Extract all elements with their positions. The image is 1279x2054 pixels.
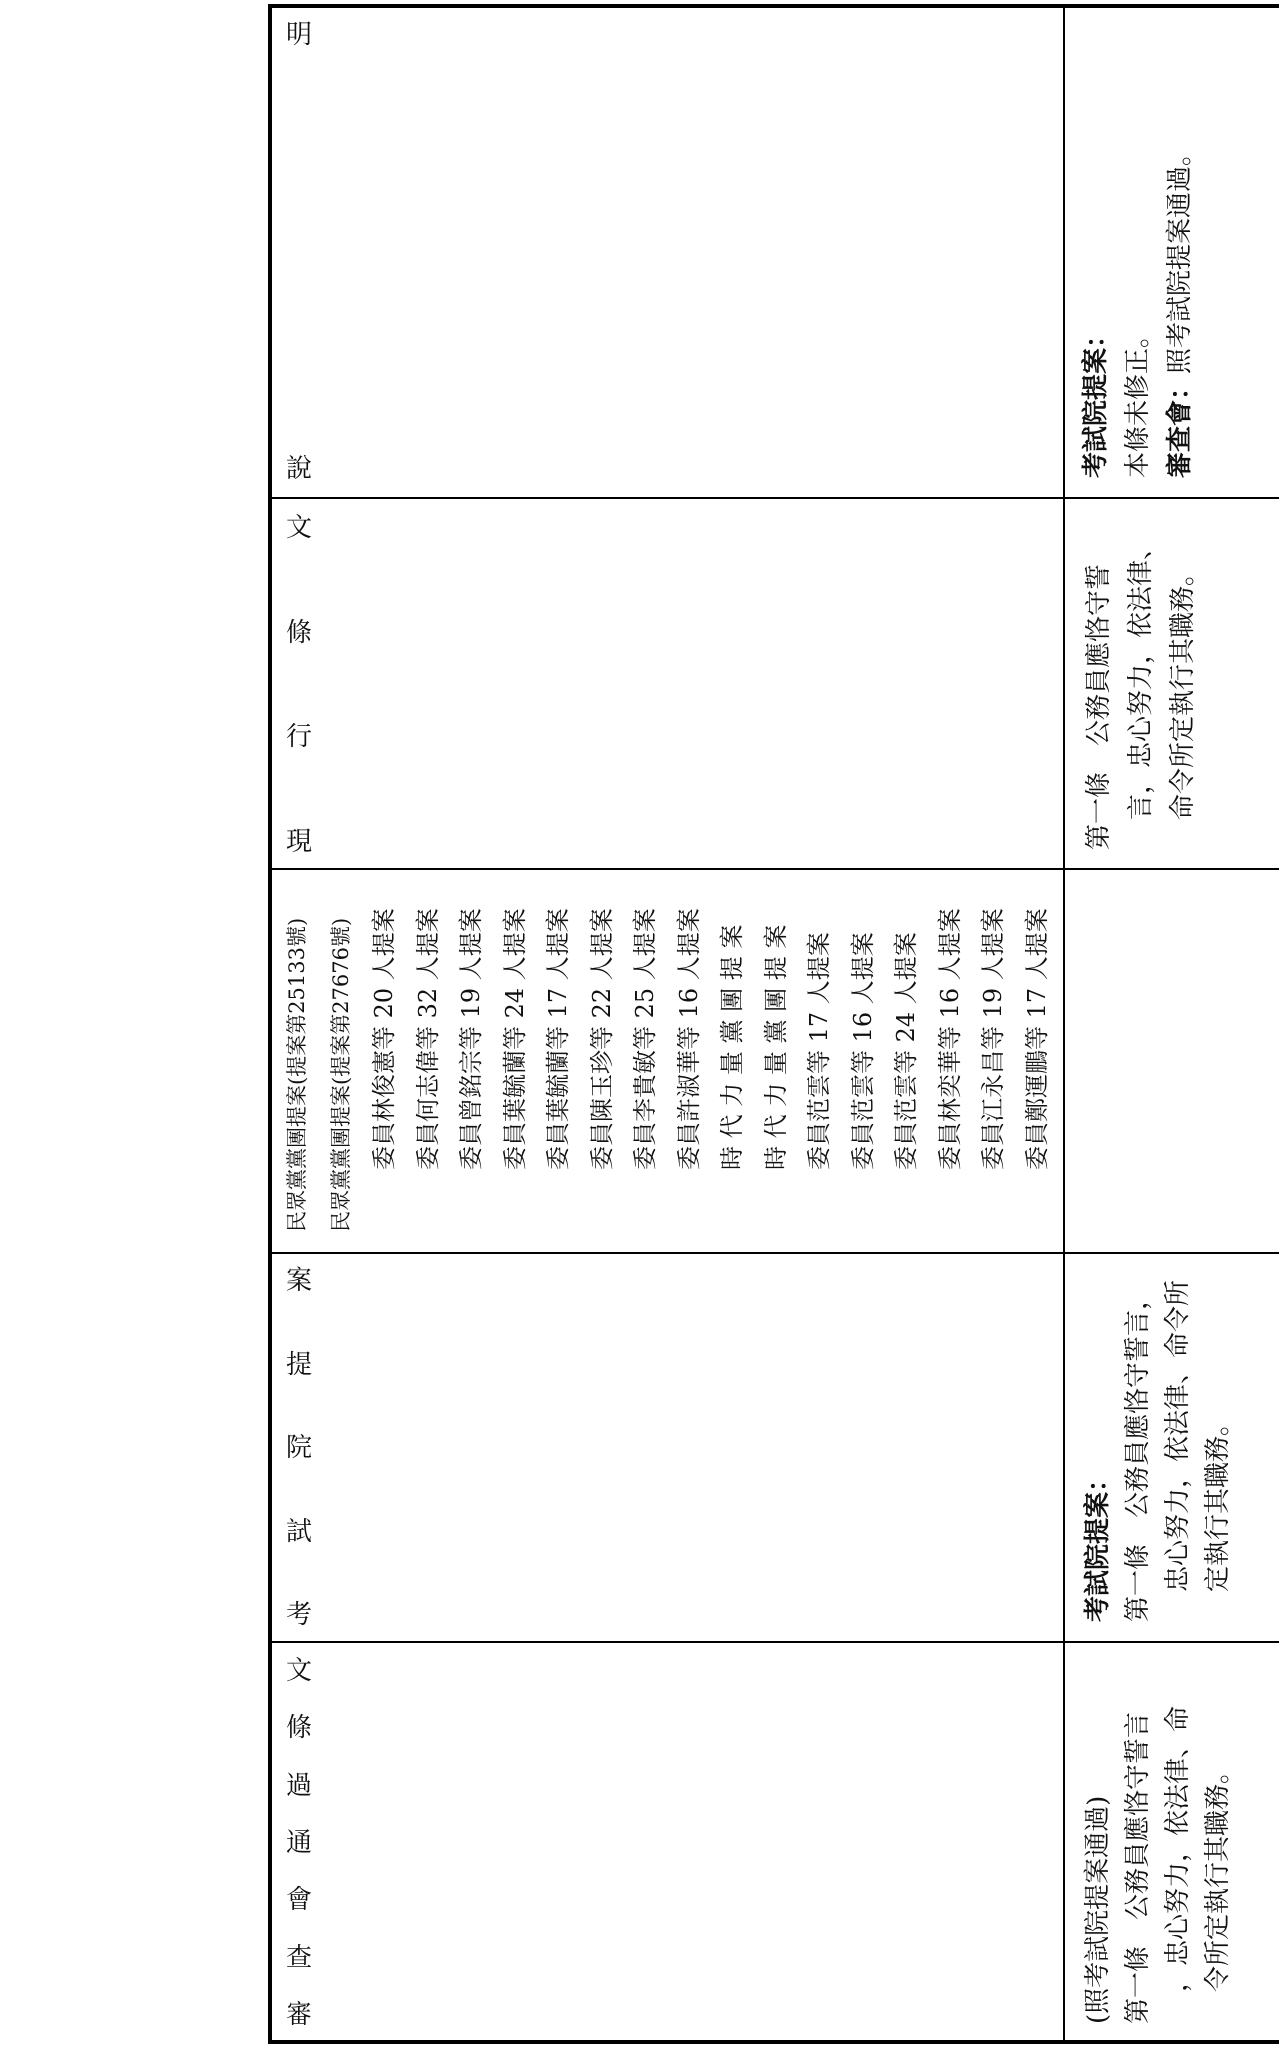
header-char: 查 — [286, 1942, 313, 1973]
proposer-row: 委員許淑華等 16 人提案 — [674, 908, 703, 1170]
proposer-row: 委員范雲等 17 人提案 — [805, 932, 833, 1170]
proposer-row: 委員范雲等 24 人提案 — [892, 932, 920, 1170]
proposer-row: 委員林奕華等 16 人提案 — [935, 908, 964, 1170]
explanation-title: 考試院提案： — [1081, 321, 1111, 478]
exam-title: 考試院提案： — [1083, 1465, 1113, 1622]
current-line: 第一條 公務員應恪守誓 — [1084, 563, 1114, 850]
passed-line: ，忠心努力，依法律、命 — [1163, 1705, 1193, 1992]
passed-line: (照考試院提案通過) — [1083, 1795, 1113, 2024]
header-char: 審 — [286, 1999, 313, 2030]
header-passed — [286, 1658, 316, 2028]
proposer-row: 委員范雲等 16 人提案 — [848, 932, 877, 1170]
exam-line: 定執行其職務。 — [1203, 1409, 1233, 1592]
header-char: 提 — [286, 1349, 313, 1380]
header-char: 會 — [286, 1885, 313, 1916]
explanation-text — [1075, 30, 1270, 490]
explanation-line: 審查會：照考試院提案通過。 — [1165, 139, 1195, 478]
header-current — [286, 515, 316, 855]
proposer-row: 委員陳玉珍等 22 人提案 — [587, 908, 616, 1170]
proposer-row: 委員葉毓蘭等 17 人提案 — [544, 908, 572, 1170]
proposer-row: 時 代 力 量 黨 團 提 案 — [761, 924, 790, 1170]
proposer-row: 民眾黨黨團提案(提案第27676號) — [328, 917, 353, 1232]
current-line: 言，忠心努力，依法律、 — [1126, 533, 1156, 820]
header-char: 文 — [286, 513, 313, 543]
proposer-row: 委員鄭運鵬等 17 人提案 — [1022, 908, 1051, 1170]
header-char: 文 — [286, 1656, 313, 1686]
current-line: 命令所定執行其職務。 — [1168, 559, 1198, 820]
header-char: 考 — [286, 1600, 313, 1630]
row-divider — [268, 1641, 1279, 1643]
header-char: 通 — [286, 1827, 313, 1858]
header-char: 院 — [286, 1433, 313, 1463]
proposer-row: 委員李貴敏等 25 人提案 — [631, 908, 659, 1170]
proposers-cell — [276, 880, 1062, 1240]
row-divider — [268, 868, 1279, 870]
exam-line: 忠心努力，依法律、命令所 — [1163, 1279, 1193, 1592]
proposer-row: 委員曾銘宗等 19 人提案 — [457, 908, 485, 1170]
proposer-row: 委員江永昌等 19 人提案 — [979, 908, 1007, 1170]
header-char: 條 — [286, 617, 313, 648]
explanation-line: 本條未修正。 — [1123, 321, 1153, 478]
proposer-row: 委員何志偉等 32 人提案 — [413, 908, 442, 1170]
passed-text — [1078, 1652, 1273, 2032]
header-explanation — [286, 22, 316, 482]
header-char: 明 — [286, 20, 313, 50]
header-char: 過 — [286, 1770, 313, 1801]
exam-line: 第一條 公務員應恪守誓言， — [1123, 1283, 1153, 1622]
proposer-row: 委員林俊憲等 20 人提案 — [370, 908, 398, 1170]
row-divider — [268, 1252, 1279, 1254]
passed-line: 第一條 公務員應恪守誓言 — [1123, 1711, 1153, 2024]
header-char: 條 — [286, 1713, 313, 1744]
exam-proposal-text — [1078, 1262, 1273, 1632]
proposer-row: 委員葉毓蘭等 24 人提案 — [500, 908, 529, 1170]
current-text — [1078, 500, 1273, 860]
row-divider — [268, 497, 1279, 499]
header-divider — [1063, 4, 1065, 2044]
header-char: 現 — [286, 826, 313, 857]
passed-line: 令所定執行其職務。 — [1203, 1757, 1233, 1992]
header-char: 試 — [286, 1516, 313, 1547]
proposer-row: 民眾黨黨團提案(提案第25133號) — [285, 917, 309, 1232]
proposer-row: 時 代 力 量 黨 團 提 案 — [718, 924, 746, 1170]
header-exam-proposal — [286, 1268, 316, 1628]
header-char: 案 — [286, 1266, 313, 1296]
header-char: 行 — [286, 722, 313, 753]
header-char: 說 — [286, 454, 313, 484]
